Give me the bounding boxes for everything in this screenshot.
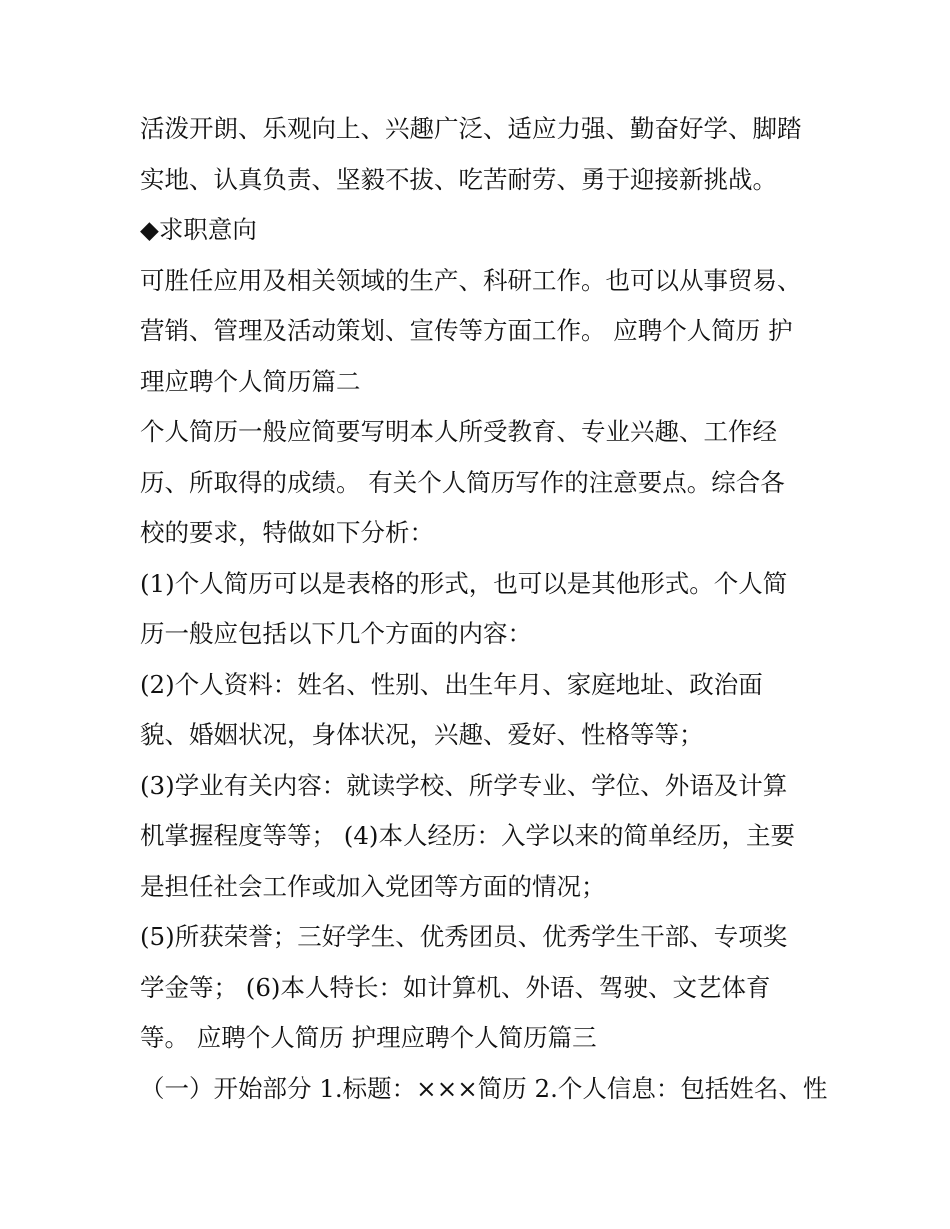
text-line: 机掌握程度等等； (4)本人经历：入学以来的简单经历，主要: [140, 821, 795, 850]
text-line: 营销、管理及活动策划、宣传等方面工作。 应聘个人简历 护: [140, 316, 793, 345]
text-line: (5)所获荣誉；三好学生、优秀团员、优秀学生干部、专项奖: [140, 922, 788, 951]
text-line: 历一般应包括以下几个方面的内容：: [140, 619, 532, 648]
text-line: 貌、婚姻状况，身体状况，兴趣、爱好、性格等等；: [140, 720, 704, 749]
text-line: 校的要求，特做如下分析：: [140, 518, 434, 547]
text-line: 学金等； (6)本人特长：如计算机、外语、驾驶、文艺体育: [140, 972, 771, 1002]
text-line: 个人简历一般应简要写明本人所受教育、专业兴趣、工作经: [140, 417, 777, 446]
text-line: (1)个人简历可以是表格的形式，也可以是其他形式。个人简: [140, 568, 788, 598]
text-line: 历、所取得的成绩。 有关个人简历写作的注意要点。综合各: [140, 467, 785, 497]
section-heading: ◆求职意向: [140, 215, 257, 244]
text-line: (3)学业有关内容：就读学校、所学专业、学位、外语及计算: [140, 770, 788, 800]
text-line: 等。 应聘个人简历 护理应聘个人简历篇三: [140, 1023, 597, 1052]
text-line: (2)个人资料：姓名、性别、出生年月、家庭地址、政治面: [140, 669, 763, 699]
text-line: 活泼开朗、乐观向上、兴趣广泛、适应力强、勤奋好学、脚踏: [140, 114, 802, 143]
text-line: 理应聘个人简历篇二: [140, 366, 361, 396]
text-line: 实地、认真负责、坚毅不拔、吃苦耐劳、勇于迎接新挑战。: [140, 164, 777, 194]
text-line: 可胜任应用及相关领域的生产、科研工作。也可以从事贸易、: [140, 265, 802, 295]
text-line: 是担任社会工作或加入党团等方面的情况；: [140, 871, 606, 901]
text-line: （一）开始部分 1.标题：×××简历 2.个人信息：包括姓名、性: [140, 1073, 828, 1103]
body-text: [140, 104, 828, 1114]
